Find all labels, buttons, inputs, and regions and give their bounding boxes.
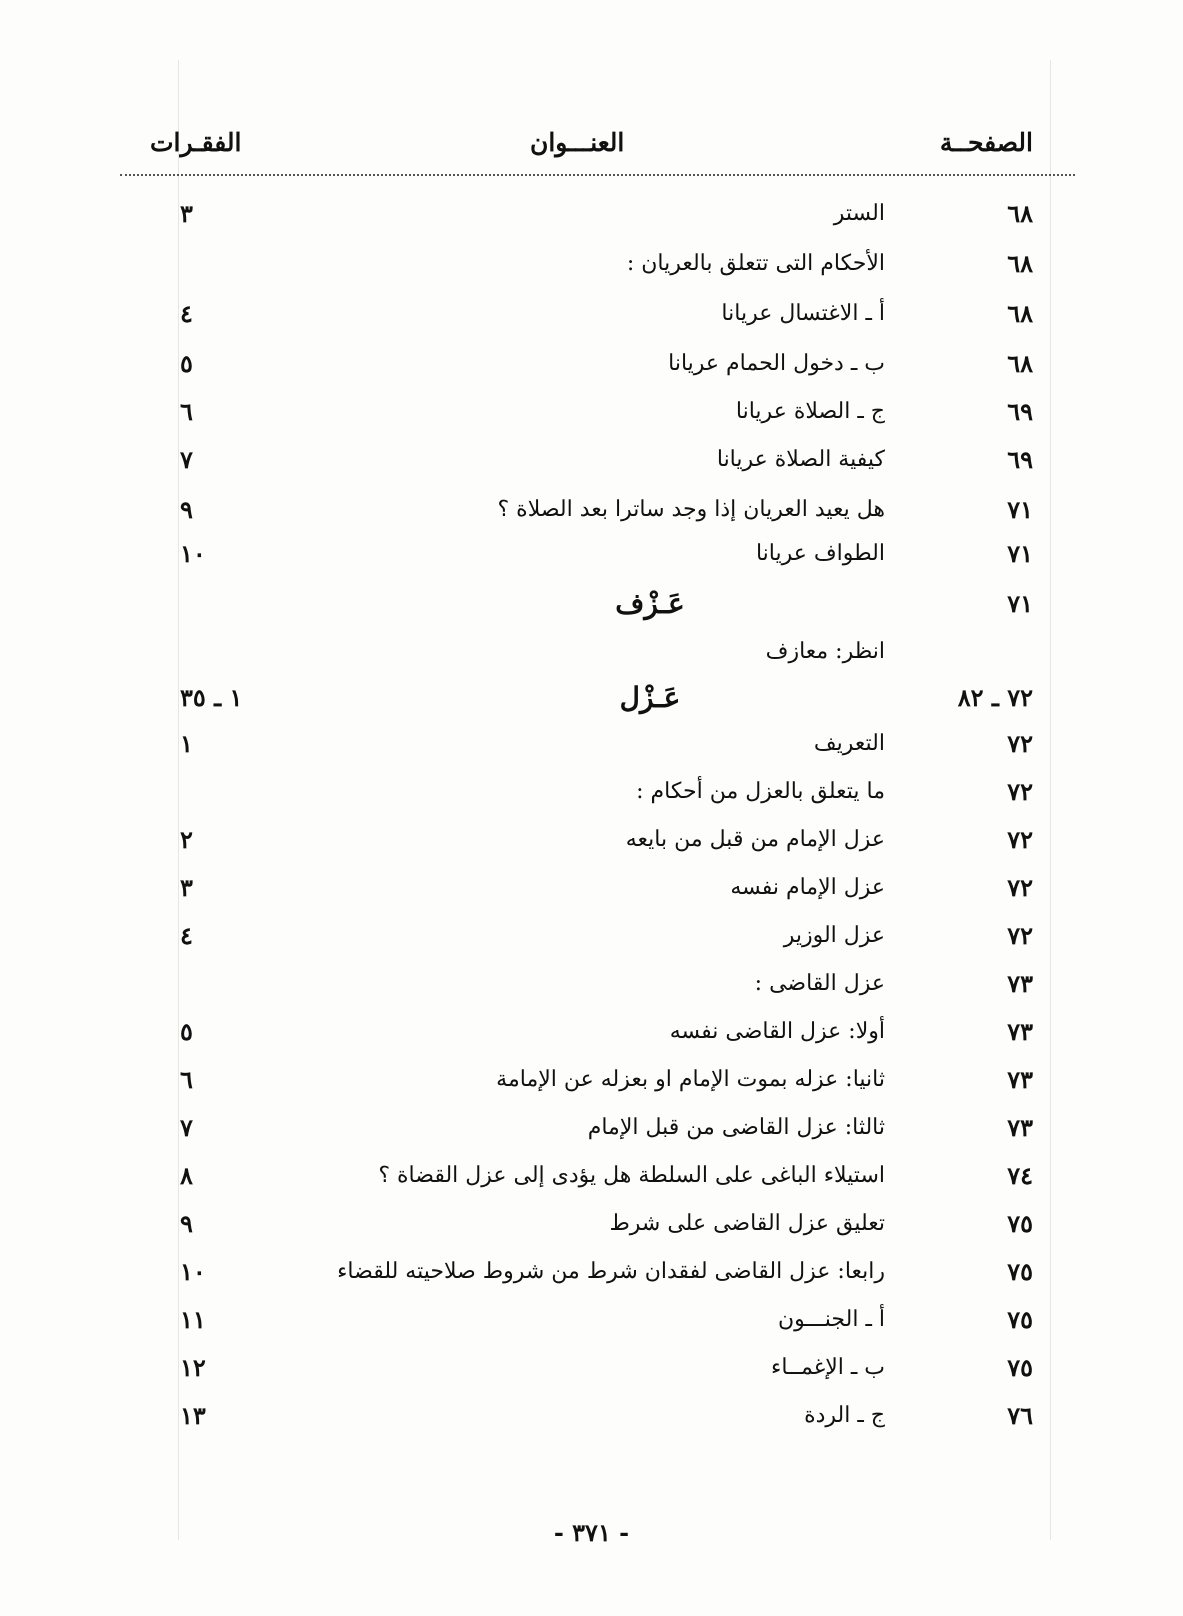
row-title: رابعا: عزل القاضى لفقدان شرط من شروط صلاحيته للقضاء — [337, 1259, 885, 1284]
row-paragraphs: ٥ — [180, 1017, 193, 1046]
row-paragraphs: ١٠ — [180, 1257, 206, 1286]
row-page-number: ٧٥ — [1007, 1257, 1033, 1286]
table-row — [0, 342, 1183, 386]
row-paragraphs: ٥ — [180, 349, 193, 378]
row-paragraphs: ٣ — [180, 199, 193, 228]
row-title: ج ـ الصلاة عريانا — [735, 399, 885, 424]
row-paragraphs: ١٠ — [180, 539, 206, 568]
table-row — [0, 1106, 1183, 1150]
row-paragraphs: ٢ — [180, 825, 193, 854]
row-page-number: ٧١ — [1007, 539, 1033, 568]
row-page-number: ٦٩ — [1007, 445, 1033, 474]
row-page-number: ٧٢ — [1007, 825, 1033, 854]
table-row — [0, 630, 1183, 674]
row-paragraphs: ٩ — [180, 1209, 193, 1238]
row-title: ثانيا: عزله بموت الإمام او بعزله عن الإمامة — [496, 1067, 885, 1092]
table-row — [0, 192, 1183, 236]
row-title: الستر — [833, 201, 885, 226]
row-page-number: ٦٨ — [1007, 349, 1033, 378]
row-paragraphs: ٣ — [180, 873, 193, 902]
row-title: أ ـ الاغتسال عريانا — [721, 301, 885, 326]
table-row — [0, 818, 1183, 862]
table-row — [0, 532, 1183, 576]
row-title: ثالثا: عزل القاضى من قبل الإمام — [587, 1115, 885, 1140]
row-title: كيفية الصلاة عريانا — [716, 447, 885, 472]
row-title: ب ـ دخول الحمام عريانا — [668, 351, 885, 376]
table-row — [0, 1250, 1183, 1294]
entry-heading: عَـزْل — [619, 681, 681, 714]
row-paragraphs: ١ ـ ٣٥ — [180, 683, 243, 712]
index-heading-row — [0, 676, 1183, 720]
row-paragraphs: ٧ — [180, 1113, 193, 1142]
table-row — [0, 1298, 1183, 1342]
table-row — [0, 914, 1183, 958]
row-title: أ ـ الجنـــون — [777, 1307, 885, 1332]
table-row — [0, 438, 1183, 482]
table-row — [0, 1394, 1183, 1438]
row-page-number: ٧٣ — [1007, 1017, 1033, 1046]
row-paragraphs: ٤ — [180, 921, 193, 950]
row-title: هل يعيد العريان إذا وجد ساترا بعد الصلاة ؟ — [497, 497, 885, 522]
row-page-number: ٦٨ — [1007, 199, 1033, 228]
row-page-number: ٧٢ — [1007, 777, 1033, 806]
table-row — [0, 488, 1183, 532]
row-title: أولا: عزل القاضى نفسه — [669, 1019, 885, 1044]
row-paragraphs: ٤ — [180, 299, 193, 328]
row-page-number: ٧٥ — [1007, 1209, 1033, 1238]
row-paragraphs: ١٣ — [180, 1401, 206, 1430]
row-page-number: ٧٣ — [1007, 1065, 1033, 1094]
row-page-number: ٦٨ — [1007, 249, 1033, 278]
row-page-number: ٧٣ — [1007, 969, 1033, 998]
header-paragraphs-column: الفقـرات — [150, 128, 242, 157]
row-page-number: ٧٥ — [1007, 1305, 1033, 1334]
row-paragraphs: ١١ — [180, 1305, 206, 1334]
row-page-number: ٧٤ — [1007, 1161, 1033, 1190]
row-page-number: ٧٢ — [1007, 921, 1033, 950]
row-paragraphs: ١٢ — [180, 1353, 206, 1382]
row-page-number: ٦٨ — [1007, 299, 1033, 328]
row-paragraphs: ٩ — [180, 495, 193, 524]
row-title: عزل الإمام من قبل من بايعه — [625, 827, 885, 852]
table-row — [0, 1058, 1183, 1102]
row-page-number: ٧١ — [1007, 589, 1033, 618]
header-title-column: العنـــوان — [530, 128, 625, 157]
row-page-number: ٧٥ — [1007, 1353, 1033, 1382]
row-paragraphs: ٦ — [180, 397, 193, 426]
row-title: التعريف — [813, 731, 885, 756]
row-page-number: ٦٩ — [1007, 397, 1033, 426]
table-row — [0, 770, 1183, 814]
table-row — [0, 292, 1183, 336]
table-row — [0, 722, 1183, 766]
row-title: الأحكام التى تتعلق بالعريان : — [626, 251, 885, 276]
row-title: عزل القاضى : — [754, 971, 885, 996]
row-title: ج ـ الردة — [804, 1403, 885, 1428]
row-title: استيلاء الباغى على السلطة هل يؤدى إلى عزل القضاة ؟ — [378, 1163, 885, 1188]
table-row — [0, 1010, 1183, 1054]
index-heading-row — [0, 582, 1183, 626]
table-row — [0, 390, 1183, 434]
table-row — [0, 1154, 1183, 1198]
page-number: - ٣٧١ - — [553, 1518, 630, 1547]
row-page-number: ٧٣ — [1007, 1113, 1033, 1142]
row-page-number: ٧٦ — [1007, 1401, 1033, 1430]
row-title: عزل الوزير — [783, 923, 885, 948]
row-paragraphs: ٨ — [180, 1161, 193, 1190]
row-paragraphs: ٦ — [180, 1065, 193, 1094]
row-title: ب ـ الإغمــاء — [771, 1355, 885, 1380]
row-paragraphs: ١ — [180, 729, 193, 758]
table-row — [0, 1202, 1183, 1246]
table-row — [0, 866, 1183, 910]
row-paragraphs: ٧ — [180, 445, 193, 474]
row-page-number: ٧٢ — [1007, 873, 1033, 902]
entry-heading: عَـزْف — [615, 587, 685, 620]
table-row — [0, 962, 1183, 1006]
row-page-number: ٧١ — [1007, 495, 1033, 524]
header-page-column: الصفحــة — [939, 128, 1033, 157]
header-dotted-divider — [120, 174, 1075, 176]
table-row — [0, 242, 1183, 286]
row-page-number: ٧٢ — [1007, 729, 1033, 758]
row-title: تعليق عزل القاضى على شرط — [609, 1211, 885, 1236]
table-row — [0, 1346, 1183, 1390]
row-title: انظر: معازف — [765, 639, 885, 664]
row-title: ما يتعلق بالعزل من أحكام : — [636, 779, 885, 804]
row-title: عزل الإمام نفسه — [730, 875, 885, 900]
row-page-number: ٧٢ ـ ٨٢ — [957, 683, 1033, 712]
row-title: الطواف عريانا — [755, 541, 885, 566]
